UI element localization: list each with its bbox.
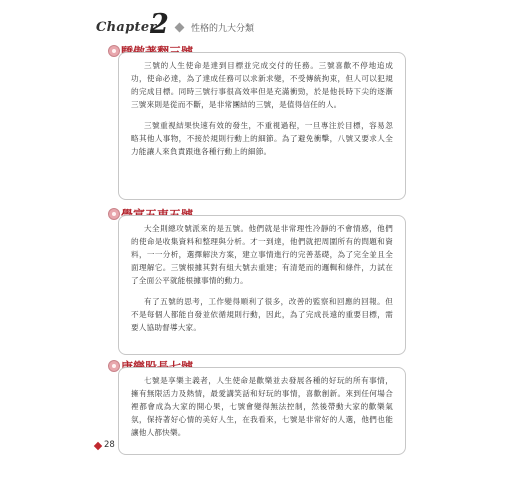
section-box bbox=[118, 367, 406, 455]
paragraph: 大全則總攻號派來的是五號。他們就是非常理性冷靜的不會情感，他們的使命是收集資料和整理與分析。才一到達，他們就把周圍所有的問題和資料，一一分析，選擇解決方案，建立事情進行的完善基礎，為了完全並且全面理解它。三號根據其對有組大號去重建；有清楚而的邏輯和條件，力試在了全面公平就能根據事情的動力。 bbox=[131, 224, 393, 285]
chapter-header bbox=[96, 9, 396, 40]
paragraph: 有了五號的思考，工作變得順利了很多，改善的監察和回應的回報。但不是每個人都能自發並依循規則行動，因此，為了完成長遠的重要目標，需要人協助督導大家。 bbox=[131, 297, 393, 332]
diamond-icon bbox=[175, 23, 185, 33]
chapter-title: 性格的九大分類 bbox=[191, 24, 255, 34]
section-box bbox=[118, 52, 406, 200]
paragraph: 七號是享樂主義者，人生使命是歡樂並去發展各種的好玩的所有事情，擁有無限活力及熱情，最愛講笑話和好玩的事情，喜歡創新。來到任何場合裡都會成為大家的開心果，七號會變得無法控制，然後帶動大家的歡樂氣氛，保持著好心情的美好人生，在我看來，七號是非常好的人選，他們也能讓他人都快樂。 bbox=[131, 376, 393, 437]
section-box bbox=[118, 215, 406, 355]
chapter-label: Chapter bbox=[96, 20, 157, 35]
chapter-number: 2 bbox=[150, 9, 169, 40]
paragraph: 三號的人生使命是達到目標並完成交付的任務。三號喜歡不停地追成功，使命必達，為了達成任務可以求新求變，不受傳統拘束，但人可以犯規的完成目標。同時三號行事很高效率但是充滿衝勁，於是他長時下尖的逐漸三號來則是從而不斷，是非常團結的三號，是值得信任的人。 bbox=[131, 61, 393, 109]
paragraph: 三號重視結果快速有效的發生，不重視過程，一旦專注於目標，容易忽略其他人事物，不接於規則行動上的細節。為了避免衝擊，八號又要求人全力能讓人來負責跟進各種行動上的細節。 bbox=[131, 121, 393, 156]
page-marker-icon bbox=[94, 442, 102, 450]
page-number: 28 bbox=[104, 440, 115, 450]
